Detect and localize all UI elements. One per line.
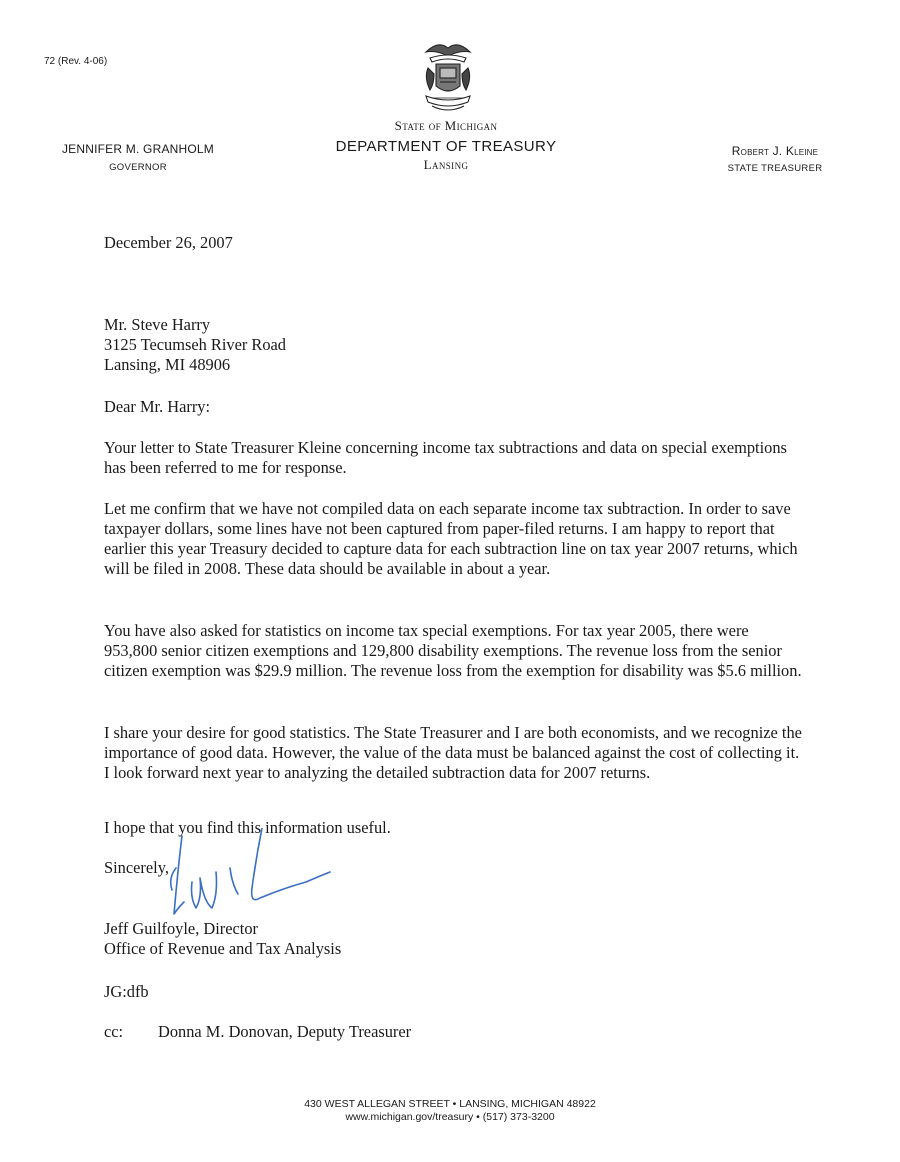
state-name: State of Michigan (394, 118, 498, 133)
paragraph-2: Let me confirm that we have not compiled data on each separate income tax subtraction. In order to save taxpayer dollars, some lines have not been captured from paper-filed returns. I am happy to report that earlier this year Treasury decided to capture data for each subtraction line on tax year 2007 returns, which will be filed in 2008. These data should be available in about a year. (104, 499, 798, 578)
footer (200, 1098, 700, 1124)
salutation: Dear Mr. Harry: (104, 397, 211, 416)
governor-name: JENNIFER M. GRANHOLM (61, 142, 214, 156)
department-name: DEPARTMENT OF TREASURY (335, 138, 557, 155)
michigan-state-seal-icon (418, 38, 478, 116)
footer-address: 430 WEST ALLEGAN STREET • LANSING, MICHIGAN 48922 (304, 1098, 596, 1110)
signer-block (104, 919, 804, 959)
cc-name: Donna M. Donovan, Deputy Treasurer (158, 1022, 412, 1041)
cc-label: cc: (104, 1022, 124, 1041)
footer-contact: www.michigan.gov/treasury • (517) 373-3200 (345, 1111, 555, 1123)
department-block (296, 118, 596, 173)
closing: Sincerely, (104, 858, 169, 877)
paragraph-3: You have also asked for statistics on income tax special exemptions. For tax year 2005, there were 953,800 senior citizen exemptions and 129,800 disability exemptions. The revenue loss from the senior citizen exemption was $29.9 million. The revenue loss from the exemption for disability was $5.6 million. (104, 621, 802, 680)
treasurer-block (700, 144, 850, 174)
signature (160, 828, 340, 920)
signer-name: Jeff Guilfoyle, Director (104, 919, 258, 938)
recipient-city: Lansing, MI 48906 (104, 355, 231, 374)
paragraph-4: I share your desire for good statistics. The State Treasurer and I are both economists, and we recognize the importance of good data. However, the value of the data must be balanced against the cost of collecting it. I look forward next year to analyzing the detailed subtraction data for 2007 returns. (104, 723, 802, 782)
recipient-name: Mr. Steve Harry (104, 315, 211, 334)
signer-office: Office of Revenue and Tax Analysis (104, 939, 342, 958)
paragraph-5: I hope that you find this information useful. (104, 818, 391, 837)
recipient-address (104, 315, 804, 375)
treasurer-name: Robert J. Kleine (731, 144, 819, 158)
paragraph-1: Your letter to State Treasurer Kleine concerning income tax subtractions and data on special exemptions has been referred to me for response. (104, 438, 787, 477)
treasurer-title: STATE TREASURER (727, 163, 823, 174)
governor-title: GOVERNOR (109, 162, 167, 173)
form-code: 72 (Rev. 4-06) (44, 56, 108, 67)
letter-date: December 26, 2007 (104, 233, 233, 252)
governor-block (40, 142, 236, 173)
department-city: Lansing (423, 157, 469, 172)
initials: JG:dfb (104, 982, 149, 1001)
recipient-street: 3125 Tecumseh River Road (104, 335, 287, 354)
cc-line (104, 1022, 804, 1042)
